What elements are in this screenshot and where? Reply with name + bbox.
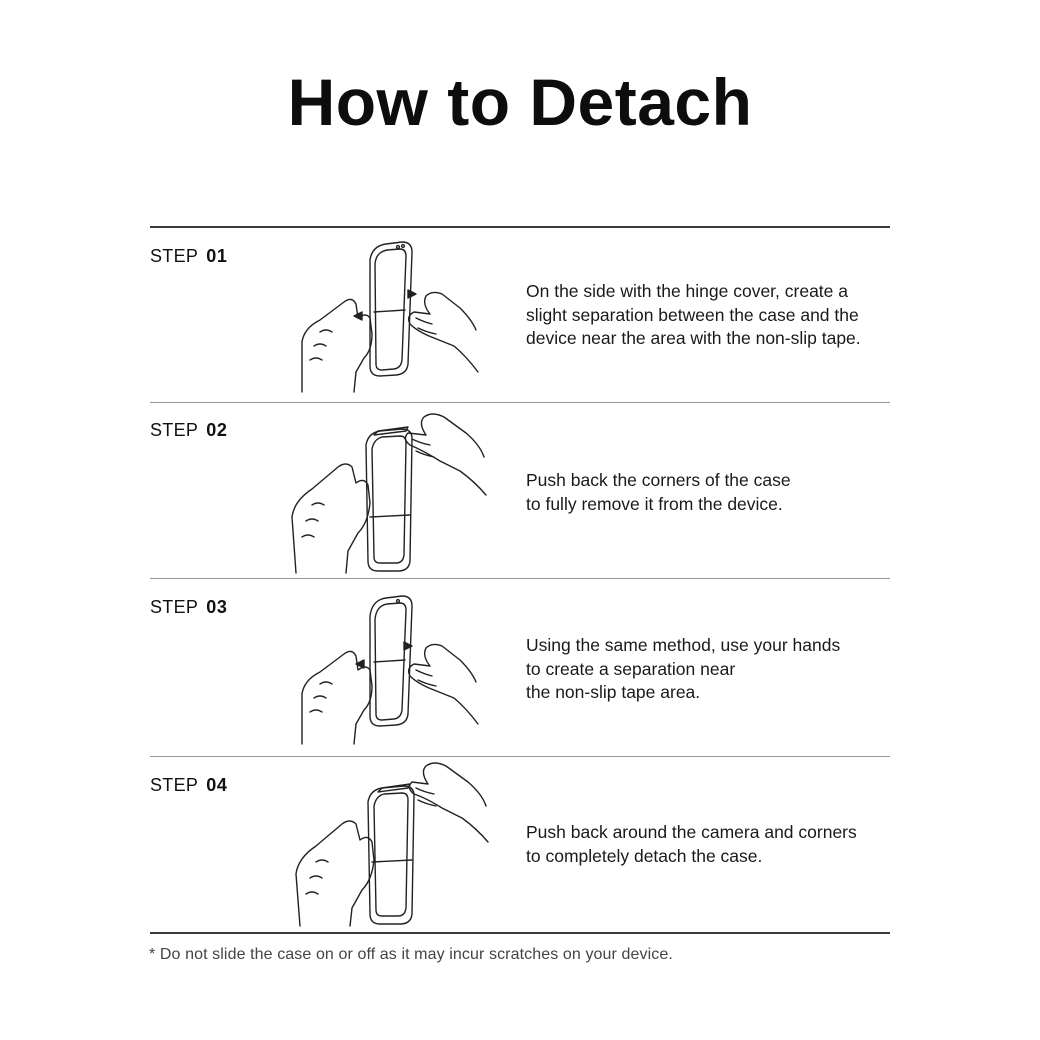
step-1-number: 01: [206, 246, 228, 266]
footnote: * Do not slide the case on or off as it may incur scratches on your device.: [149, 946, 673, 963]
divider-2: [150, 578, 890, 579]
divider-1: [150, 402, 890, 403]
step-4-description: Push back around the camera and corners to completely detach the case.: [526, 822, 857, 866]
step-2-number: 02: [206, 420, 228, 440]
step-3-label: STEP 03: [150, 597, 228, 617]
page-title: How to Detach: [287, 65, 753, 139]
step-3-number: 03: [206, 597, 228, 617]
step-2-description: Push back the corners of the case to fully remove it from the device.: [526, 470, 791, 514]
step-4-number: 04: [206, 775, 228, 795]
hands-pushing-corners-icon: [290, 405, 500, 575]
divider-3: [150, 756, 890, 757]
hands-detaching-camera-area-icon: [290, 758, 500, 928]
step-4-label: STEP 04: [150, 775, 228, 795]
step-3-description: Using the same method, use your hands to create a separation near the non-slip tape area.: [526, 635, 841, 702]
hands-separating-tape-area-icon: [290, 586, 500, 756]
step-1-label: STEP 01: [150, 246, 228, 266]
step-1-description: On the side with the hinge cover, create a slight separation between the case and the device near the area with the non-slip tape.: [526, 281, 861, 348]
step-2-label: STEP 02: [150, 420, 228, 440]
hands-separating-case-icon: [290, 232, 500, 402]
divider-top: [150, 226, 890, 228]
divider-bottom: [150, 932, 890, 934]
